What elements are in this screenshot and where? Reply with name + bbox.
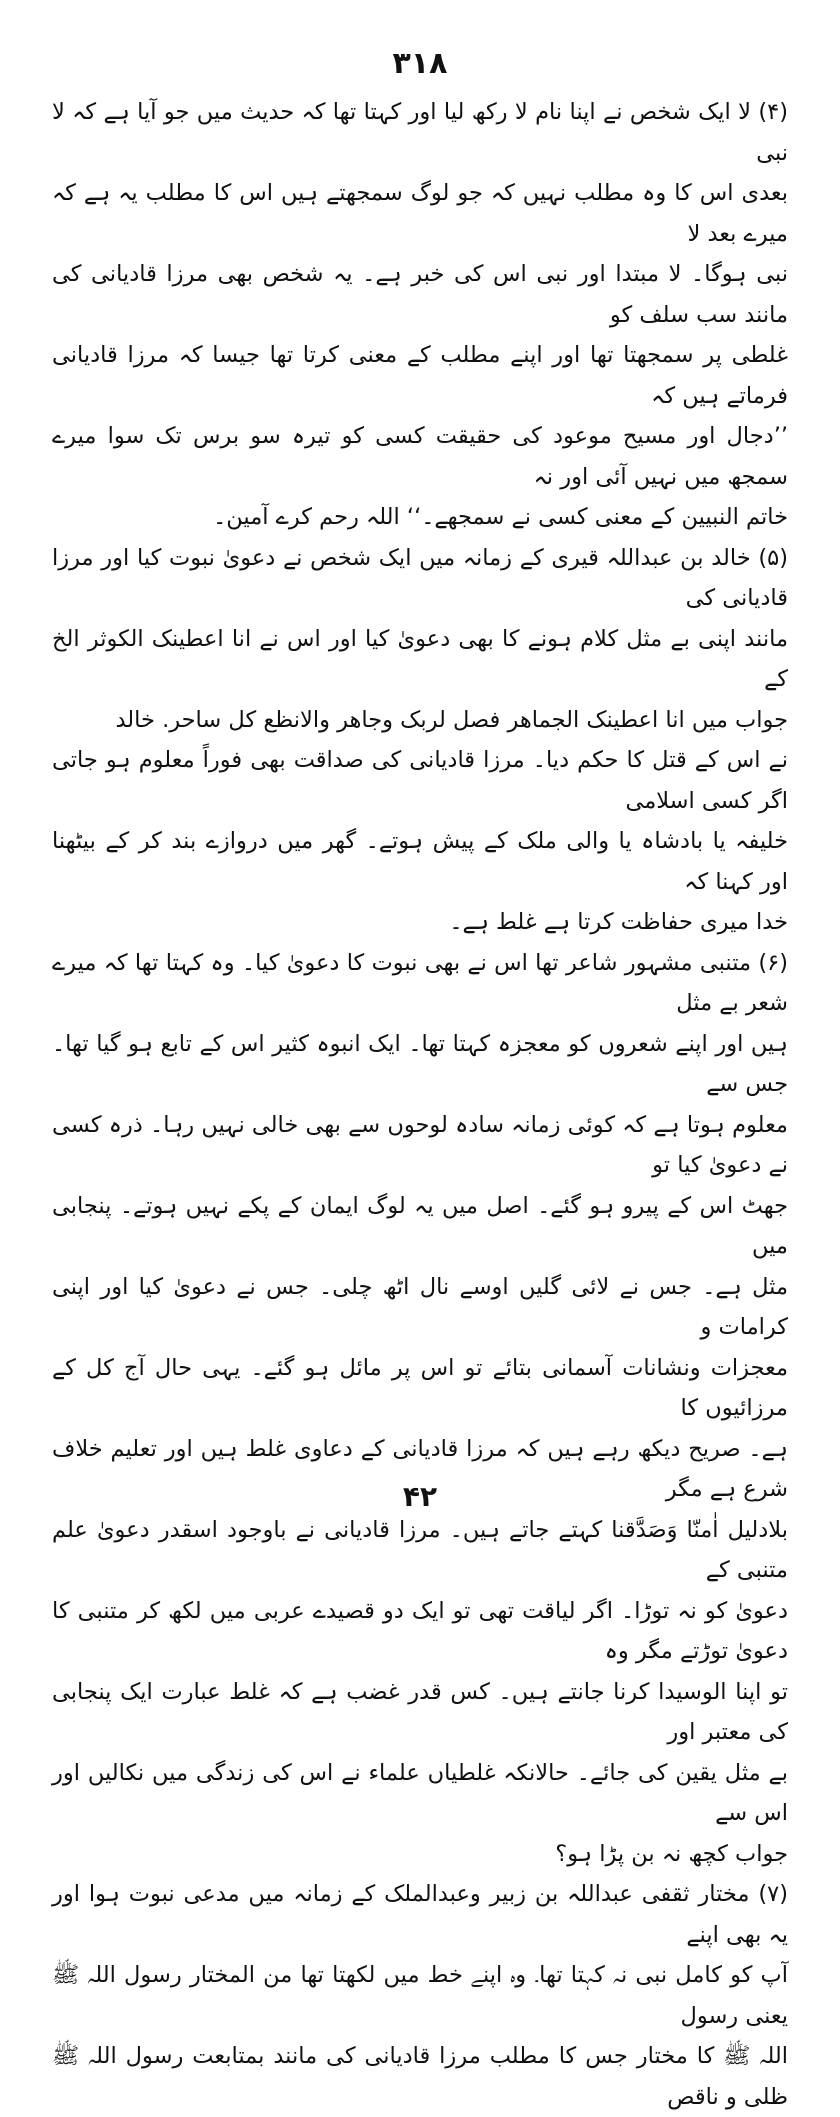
text-line: غلطی پر سمجھتا تھا اور اپنے مطلب کے معنی کرتا تھا جیسا کہ مرزا قادیانی فرماتے ہیں کہ <box>52 342 788 409</box>
text-line: ہیں اور اپنے شعروں کو معجزہ کہتا تھا۔ ایک انبوہ کثیر اس کے تابع ہو گیا تھا۔ جس سے <box>52 1030 788 1097</box>
page-number-bottom: ۴۲ <box>402 1480 438 1513</box>
text-line: نے اس کے قتل کا حکم دیا۔ مرزا قادیانی کی صداقت بھی فوراً معلوم ہو جاتی اگر کسی اسلامی <box>52 747 788 814</box>
text-line: (۷) مختار ثقفی عبداللہ بن زبیر وعبدالملک کے زمانہ میں مدعی نبوت ہوا اور یہ بھی اپنے <box>52 1881 788 1948</box>
paragraph-4 <box>52 1874 788 2117</box>
text-line: مانند اپنی بے مثل کلام ہونے کا بھی دعویٰ کیا اور اس نے انا اعطینک الکوثر الخ کے <box>52 625 788 692</box>
text-line: دعویٰ کو نہ توڑا۔ اگر لیاقت تھی تو ایک دو قصیدے عربی میں لکھ کر متنبی کا دعویٰ توڑتے مگر وہ <box>52 1597 788 1664</box>
text-line: خدا میری حفاظت کرتا ہے غلط ہے۔ <box>449 909 788 935</box>
paragraph-1 <box>52 92 788 538</box>
text-line: ہے۔ صریح دیکھ رہے ہیں کہ مرزا قادیانی کے دعاوی غلط ہیں اور تعلیم خلاف شرع ہے مگر <box>52 1435 788 1502</box>
text-line: اللہ ﷺ کا مختار جس کا مطلب مرزا قادیانی کی مانند بمتابعت رسول اللہ ﷺ ظلی و ناقص <box>52 2043 788 2110</box>
paragraph-2 <box>52 538 788 943</box>
text-line: (۵) خالد بن عبداللہ قیری کے زمانہ میں ایک شخص نے دعویٰ نبوت کیا اور مرزا قادیانی کی <box>52 544 788 611</box>
text-line: جھٹ اس کے پیرو ہو گئے۔ اصل میں یہ لوگ ایمان کے پکے نہیں ہوتے۔ پنجابی میں <box>52 1192 788 1259</box>
text-line: معجزات ونشانات آسمانی بتائے تو اس پر مائل ہو گئے۔ یہی حال آج کل کے مرزائیوں کا <box>52 1354 788 1421</box>
page-number-top: ۳۱۸ <box>392 46 448 81</box>
text-line: خلیفہ یا بادشاہ یا والی ملک کے پیش ہوتے۔ گھر میں دروازے بند کر کے بیٹھنا اور کہنا کہ <box>52 828 788 895</box>
text-line: (۴) لا ایک شخص نے اپنا نام لا رکھ لیا اور کہتا تھا کہ حدیث میں جو آیا ہے کہ لا نبی <box>52 99 788 166</box>
paragraph-3 <box>52 943 788 1875</box>
text-line: جواب کچھ نہ بن پڑا ہو؟ <box>555 1840 788 1867</box>
text-line: تو اپنا الوسیدا کرنا جانتے ہیں۔ کس قدر غضب ہے کہ غلط عبارت ایک پنجابی کی معتبر اور <box>52 1678 788 1745</box>
text-line: خاتم النبیین کے معنی کسی نے سمجھے۔‘‘ اللہ رحم کرے آمین۔ <box>213 504 788 530</box>
body-text <box>52 92 788 2117</box>
text-line: نبی ہوگا۔ لا مبتدا اور نبی اس کی خبر ہے۔ یہ شخص بھی مرزا قادیانی کی مانند سب سلف کو <box>52 261 788 328</box>
text-line: مثل ہے۔ جس نے لائی گلیں اوسے نال اٹھ چلی۔ جس نے دعویٰ کیا اور اپنی کرامات و <box>52 1273 788 1340</box>
text-line: (۶) متنبی مشہور شاعر تھا اس نے بھی نبوت کا دعویٰ کیا۔ وہ کہتا تھا کہ میرے شعر بے مثل <box>52 949 788 1016</box>
text-line: آپ کو کامل نبی نہ کہتا تھا۔ وہ اپنے خط میں لکھتا تھا من المختار رسول اللہ ﷺ یعنی رسول <box>52 1962 788 2029</box>
text-line: جواب میں انا اعطینک الجماھر فصل لربک وجاھر والانظع کل ساحر. خالد <box>115 706 788 733</box>
text-line: ’’دجال اور مسیح موعود کی حقیقت کسی کو تیرہ سو برس تک سوا میرے سمجھ میں نہیں آئی اور نہ <box>52 423 788 490</box>
text-line: معلوم ہوتا ہے کہ کوئی زمانہ سادہ لوحوں سے بھی خالی نہیں رہا۔ ذرہ کسی نے دعویٰ کیا تو <box>52 1111 788 1178</box>
text-line: بلادلیل اٰمنّا وَصَدَّقنا کہتے جاتے ہیں۔ مرزا قادیانی نے باوجود اسقدر دعویٰ علم متنبی کے <box>52 1516 788 1583</box>
text-line: بعدی اس کا وہ مطلب نہیں کہ جو لوگ سمجھتے ہیں اس کا مطلب یہ ہے کہ میرے بعد لا <box>52 180 788 247</box>
text-line: بے مثل یقین کی جائے۔ حالانکہ غلطیاں علماء نے اس کی زندگی میں نکالیں اور اس سے <box>52 1759 788 1826</box>
